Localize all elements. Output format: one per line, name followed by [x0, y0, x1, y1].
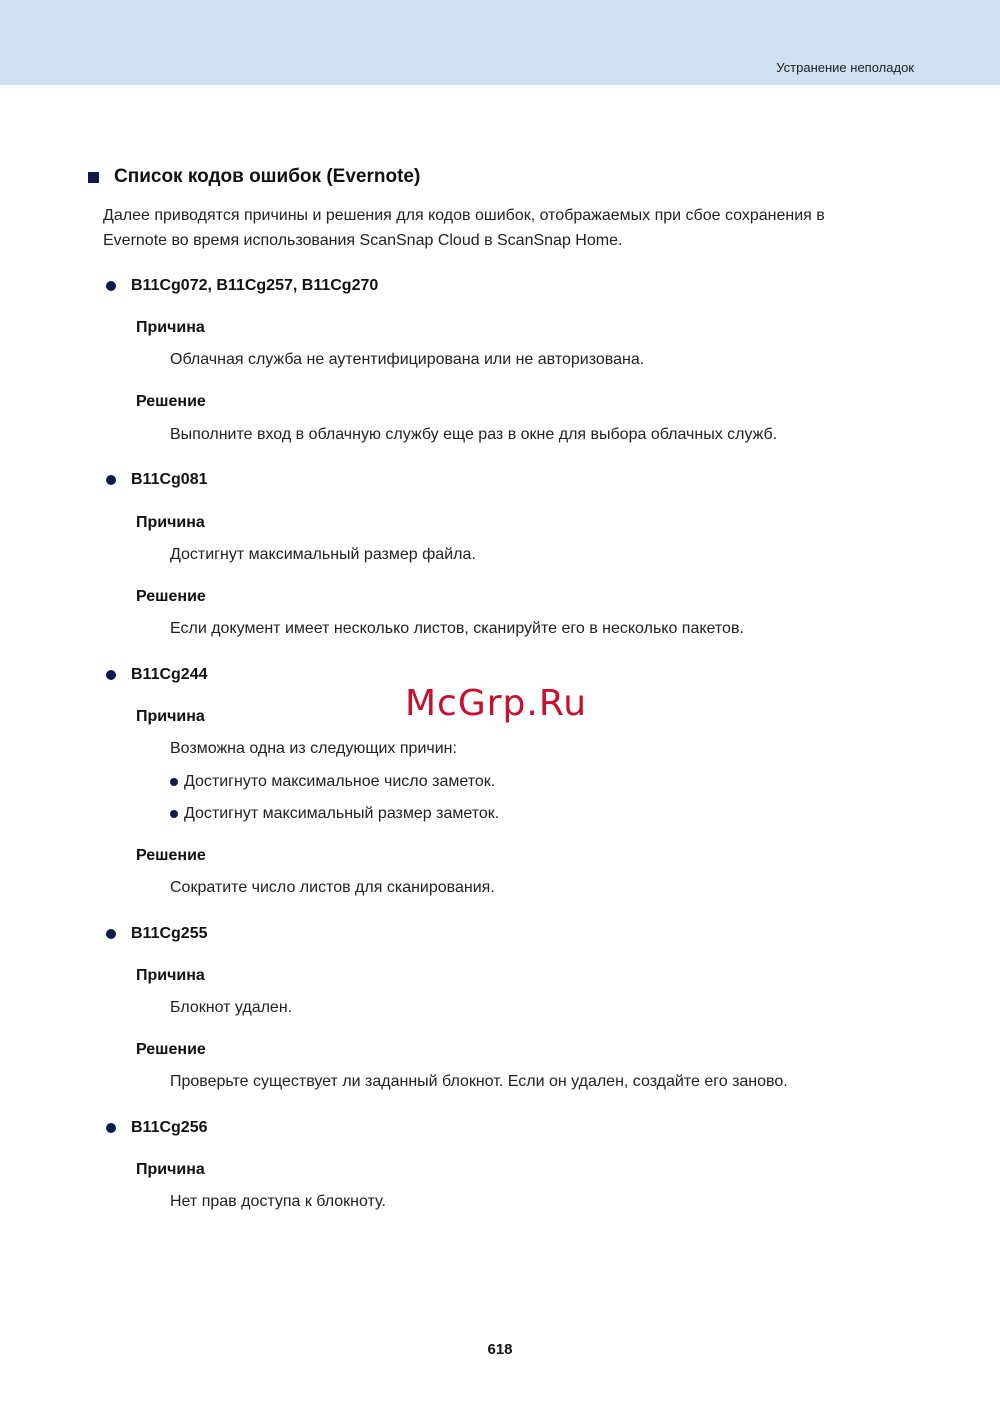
- solution-label: Решение: [136, 1041, 206, 1058]
- cause-text: Достигнут максимальный размер файла.: [170, 546, 476, 563]
- error-code: B11Cg255: [131, 925, 208, 942]
- round-bullet-icon: [106, 1123, 116, 1133]
- solution-text: Если документ имеет несколько листов, сканируйте его в несколько пакетов.: [170, 620, 744, 637]
- small-bullet-icon: [170, 810, 178, 818]
- round-bullet-icon: [106, 281, 116, 291]
- watermark: McGrp.Ru: [405, 683, 588, 724]
- header-title: Устранение неполадок: [776, 60, 914, 75]
- header-band: [0, 0, 1000, 85]
- cause-label: Причина: [136, 1161, 205, 1178]
- section-title-text: Список кодов ошибок (Evernote): [114, 166, 421, 187]
- cause-label: Причина: [136, 967, 205, 984]
- cause-text: Нет прав доступа к блокноту.: [170, 1193, 386, 1210]
- section-title: [88, 166, 420, 188]
- cause-label: Причина: [136, 514, 205, 531]
- error-code: B11Cg072, B11Cg257, B11Cg270: [131, 277, 379, 294]
- solution-label: Решение: [136, 847, 206, 864]
- cause-label: Причина: [136, 708, 205, 725]
- cause-text: Блокнот удален.: [170, 999, 293, 1016]
- cause-text: Облачная служба не аутентифицирована или не авторизована.: [170, 351, 645, 368]
- solution-label: Решение: [136, 393, 206, 410]
- solution-label: Решение: [136, 588, 206, 605]
- cause-list-item-text: Достигнуто максимальное число заметок.: [184, 773, 496, 790]
- error-code-heading: [106, 1119, 208, 1137]
- solution-text: Проверьте существует ли заданный блокнот. Если он удален, создайте его заново.: [170, 1073, 788, 1090]
- intro-paragraph: [103, 203, 893, 253]
- cause-list-item: [170, 805, 499, 823]
- round-bullet-icon: [106, 670, 116, 680]
- cause-text: Возможна одна из следующих причин:: [170, 740, 457, 757]
- round-bullet-icon: [106, 929, 116, 939]
- intro-line: Evernote во время использования ScanSnap Cloud в ScanSnap Home.: [103, 232, 623, 249]
- small-bullet-icon: [170, 778, 178, 786]
- solution-text: Сократите число листов для сканирования.: [170, 879, 495, 896]
- error-code-heading: [106, 277, 378, 295]
- error-code-heading: [106, 666, 208, 684]
- cause-list-item: [170, 773, 495, 791]
- error-code-heading: [106, 471, 208, 489]
- cause-list-item-text: Достигнут максимальный размер заметок.: [184, 805, 500, 822]
- round-bullet-icon: [106, 475, 116, 485]
- error-code: B11Cg256: [131, 1119, 208, 1136]
- square-bullet-icon: [88, 172, 99, 183]
- error-code: B11Cg244: [131, 666, 208, 683]
- intro-line: Далее приводятся причины и решения для кодов ошибок, отображаемых при сбое сохранения в: [103, 207, 825, 224]
- error-code-heading: [106, 925, 208, 943]
- error-code: B11Cg081: [131, 471, 208, 488]
- cause-label: Причина: [136, 319, 205, 336]
- page-number: 618: [487, 1341, 513, 1358]
- solution-text: Выполните вход в облачную службу еще раз в окне для выбора облачных служб.: [170, 426, 778, 443]
